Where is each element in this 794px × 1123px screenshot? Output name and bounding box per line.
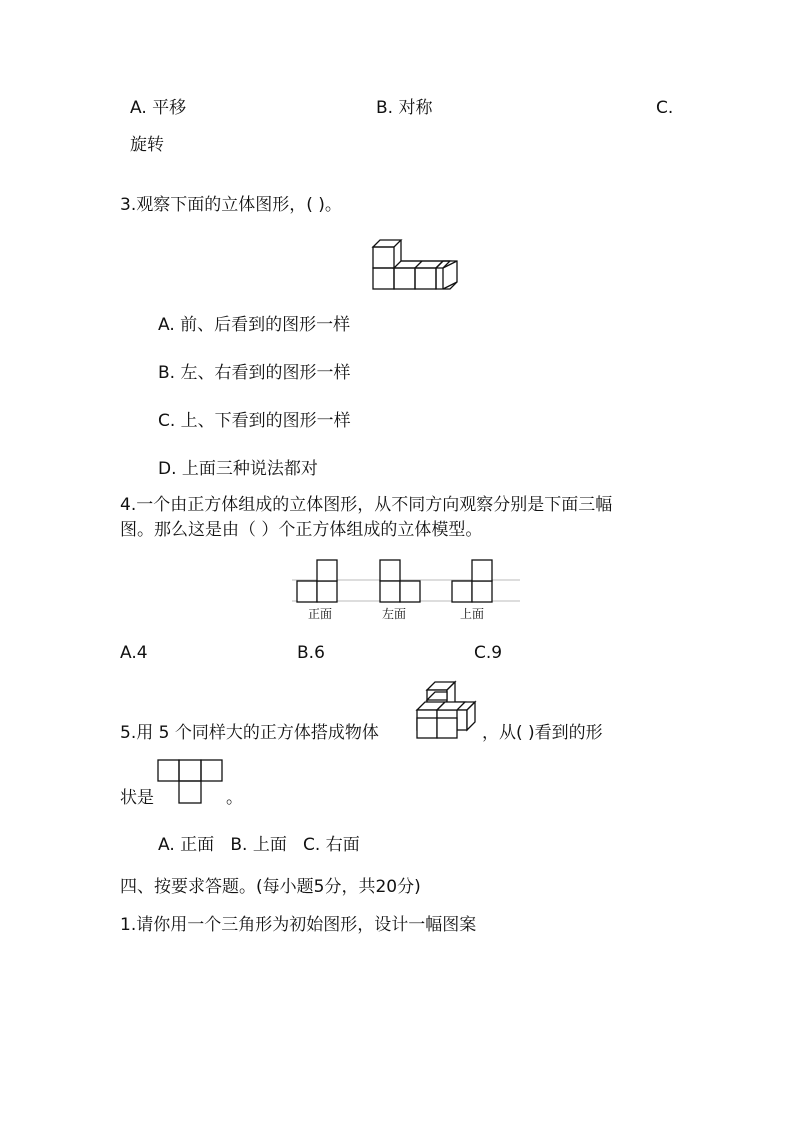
top-view-cell	[452, 581, 472, 602]
q4-three-views	[292, 554, 520, 626]
q5-shape-prefix: 状是	[120, 788, 154, 808]
q2-option-b: B. 对称	[376, 98, 433, 118]
q5-solid-figure	[405, 680, 487, 742]
left-view-cell	[380, 560, 400, 581]
q5-shape-suffix: 。	[226, 788, 243, 808]
view-label-front: 正面	[308, 607, 333, 621]
q3-stem: 3.观察下面的立体图形，( )。	[120, 195, 342, 215]
q3-option-b: B. 左、右看到的图形一样	[158, 363, 351, 383]
front-view-cell	[317, 581, 337, 602]
q4-stem-line1: 4.一个由正方体组成的立体图形，从不同方向观察分别是下面三幅	[120, 495, 613, 515]
q4-option-c: C.9	[474, 643, 503, 663]
q5-t-shape	[157, 759, 225, 805]
view-label-top: 上面	[460, 607, 485, 621]
q5-stem-after: ，从( )看到的形	[482, 723, 603, 743]
view-label-left: 左面	[382, 607, 407, 621]
left-view-cell	[380, 581, 400, 602]
section4-heading: 四、按要求答题。(每小题5分，共20分)	[120, 877, 421, 897]
q2-option-a: A. 平移	[130, 98, 187, 118]
q4-stem-line2: 图。那么这是由（ ）个正方体组成的立体模型。	[120, 520, 483, 540]
q3-option-a: A. 前、后看到的图形一样	[158, 315, 351, 335]
q3-option-d: D. 上面三种说法都对	[158, 459, 318, 479]
q3-option-c: C. 上、下看到的图形一样	[158, 411, 351, 431]
q4-option-b: B.6	[297, 643, 325, 663]
q2-option-c-text: 旋转	[130, 135, 164, 155]
q5-options: A. 正面 B. 上面 C. 右面	[158, 835, 360, 855]
section4-q1: 1.请你用一个三角形为初始图形，设计一幅图案	[120, 915, 477, 935]
q5-stem-before: 5.用 5 个同样大的正方体搭成物体	[120, 723, 379, 743]
q3-solid-figure	[368, 236, 464, 292]
q2-option-c: C.	[656, 98, 674, 118]
front-view-cell	[317, 560, 337, 581]
front-view-cell	[297, 581, 317, 602]
top-view-cell	[472, 581, 492, 602]
left-view-cell	[400, 581, 420, 602]
top-view-cell	[472, 560, 492, 581]
q4-option-a: A.4	[120, 643, 148, 663]
